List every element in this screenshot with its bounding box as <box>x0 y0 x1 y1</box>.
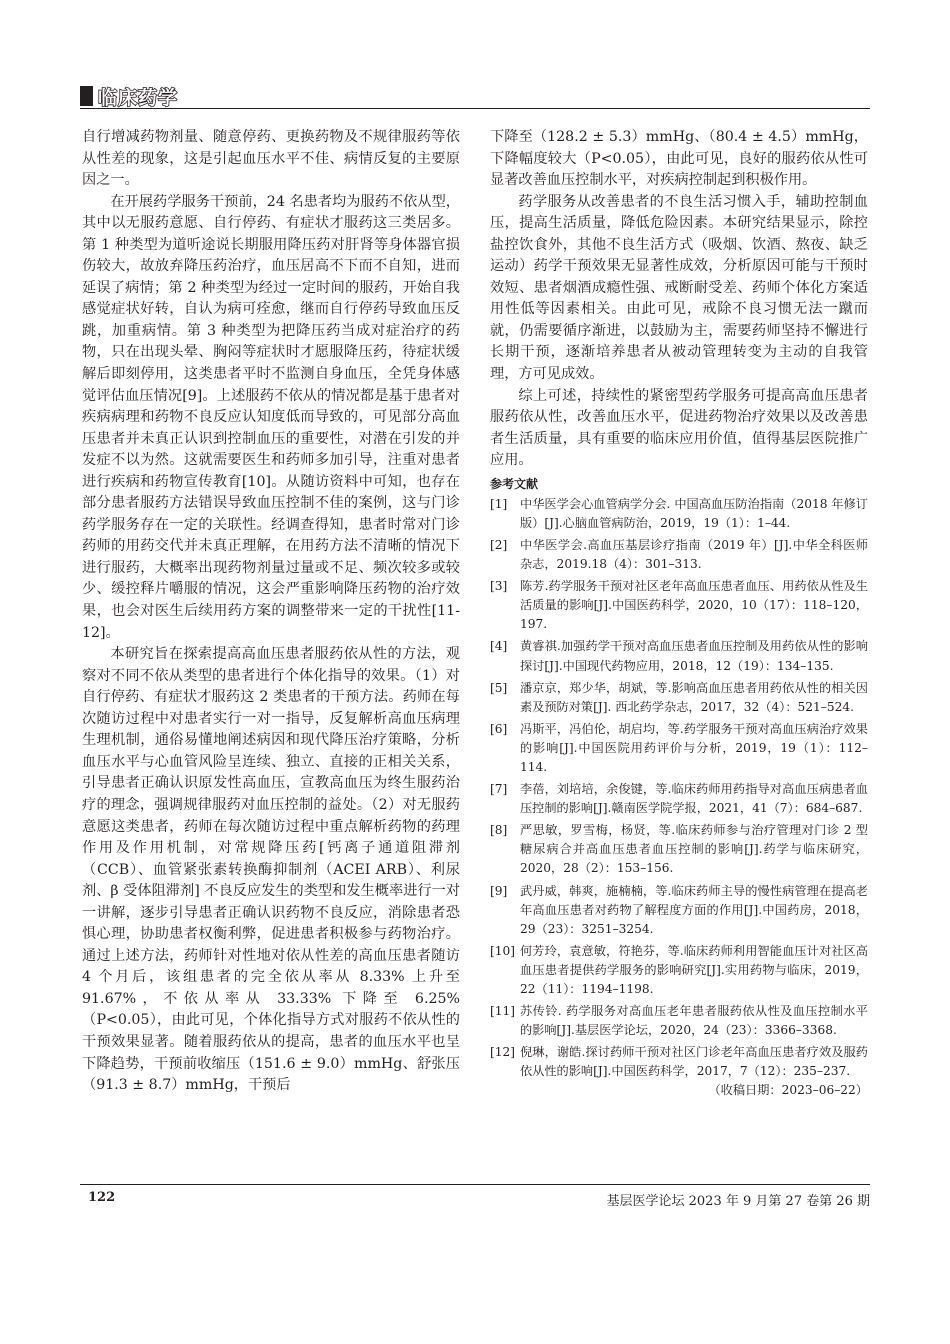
reference-item <box>490 1002 868 1040</box>
reference-item <box>490 821 868 878</box>
reference-text: 中华医学会心血管病学分会. 中国高血压防治指南（2018 年修订版）[J].心脑血管病防治，2019，19（1）：1–44. <box>520 496 868 530</box>
reference-text: 严思敏，罗雪梅，杨贤，等.临床药师参与治疗管理对门诊 2 型糖尿病合并高血压患者血压控制的影响[J].药学与临床研究，2020，28（2）：153–156. <box>520 823 868 876</box>
reference-text: 冯斯平，冯伯伦，胡启均，等.药学服务干预对高血压病治疗效果的影响[J].中国医院用药评价与分析，2019，19（1）：112–114. <box>520 721 868 774</box>
reference-number: [3] <box>490 579 508 594</box>
reference-number: [2] <box>490 537 508 552</box>
header-rule <box>80 108 870 109</box>
page-number: 122 <box>88 1190 116 1205</box>
reference-item <box>490 882 868 939</box>
reference-text: 中华医学会.高血压基层诊疗指南（2019 年）[J].中华全科医师杂志，2019.18（4）：301–313. <box>520 537 868 572</box>
reference-text: 陈芳.药学服务干预对社区老年高血压患者血压、用药依从性及生活质量的影响[J].中国医药科学，2020，10（17）：118–120，197. <box>520 579 868 632</box>
footer-rule <box>80 1184 870 1185</box>
reference-item <box>490 495 868 533</box>
paragraph: 本研究旨在探索提高高血压患者服药依从性的方法，观察对不同不依从类型的患者进行个体化指导的效果。（1）对自行停药、有症状才服药这 2 类患者的干预方法。药师在每次随访过程中对患者实行一对一指导，反复解析高血压病理生理机制，通俗易懂地阐述病因和现代降压治疗策略，分析血压水平与心血管风险呈连续、独立、直接的正相关关系，引导患者正确认识原发性高血压，宣教高血压为终生服药治疗的理念，强调规律服药对血压控制的益处。（2）对无服药意愿这类患者，药师在每次随访过程中重点解析药物的药理作用及作用机制，对常规降压药[钙离子通道阻滞剂（CCB）、血管紧张素转换酶抑制剂（ACEI ARB）、利尿剂、β 受体阻滞剂] 不良反应发生的类型和发生概率进行一对一讲解，逐步引导患者正确认识药物不良反应，消除患者恐惧心理，协助患者权衡利弊，促进患者积极参与药物治疗。通过上述方法，药师针对性地对依从性差的高血压患者随访 4 个月后，该组患者的完全依从率从 8.33% 上升至 91.67%，不依从率从 33.33% 下降至 6.25%（P<0.05），由此可见，个体化指导方式对服药不依从性的干预效果显著。随着服药依从的提高，患者的血压水平也呈下降趋势，干预前收缩压（151.6 ± 9.0）mmHg、舒张压（91.3 ± 8.7）mmHg，干预后 <box>82 646 460 1094</box>
references-heading: 参考文献 <box>490 476 539 491</box>
reference-item <box>490 679 868 717</box>
reference-text: 潘京京，郑少华，胡斌，等.影响高血压患者用药依从性的相关因素及预防对策[J]. 西北药学杂志，2017，32（4）：521–524. <box>520 680 868 714</box>
header-marker <box>80 86 93 106</box>
reference-item <box>490 536 868 574</box>
reference-item <box>490 942 868 999</box>
reference-number: [6] <box>490 721 508 736</box>
reference-number: [4] <box>490 639 508 654</box>
right-column <box>490 127 868 1104</box>
reference-item <box>490 577 868 634</box>
reference-number: [1] <box>490 496 508 511</box>
reference-item <box>490 1043 868 1100</box>
reference-text: 李蓓，刘培培，余俊键，等.临床药师用药指导对高血压病患者血压控制的影响[J].赣南医学院学报，2021，41（7）：684–687. <box>520 782 868 816</box>
left-column <box>82 127 460 1097</box>
reference-text: 何芳玲，袁意敏，符艳芬，等.临床药师利用智能血压计对社区高血压患者提供药学服务的影响研究[J].实用药物与临床，2019，22（11）：1194–1198. <box>520 943 868 996</box>
reference-number: [10] <box>490 943 516 958</box>
paragraph: 下降至（128.2 ± 5.3）mmHg、（80.4 ± 4.5）mmHg，下降幅度较大（P<0.05），由此可见，良好的服药依从性可显著改善血压控制水平，对疾病控制起到积极作用。 <box>490 129 868 189</box>
reference-item <box>490 780 868 818</box>
section-title: 临床药学 <box>98 87 179 109</box>
section-header <box>80 84 870 112</box>
paragraph: 药学服务从改善患者的不良生活习惯入手，辅助控制血压，提高生活质量，降低危险因素。本研究结果显示，除控盐控饮食外，其他不良生活方式（吸烟、饮酒、熬夜、缺乏运动）药学干预效果无显著性成效，分析原因可能与干预时效短、患者烟酒成瘾性强、戒断耐受差、药师个体化方案适用性低等因素相关。由此可见，戒除不良习惯无法一蹴而就，仍需要循序渐进，以鼓励为主，需要药师坚持不懈进行长期干预，逐渐培养患者从被动管理转变为主动的自我管理，方可见成效。 <box>490 193 868 383</box>
reference-list <box>490 495 868 1101</box>
journal-info: 基层医学论坛 2023 年 9 月第 27 卷第 26 期 <box>606 1194 870 1209</box>
reference-item <box>490 637 868 675</box>
reference-number: [8] <box>490 823 508 838</box>
reference-number: [11] <box>490 1004 516 1019</box>
reference-number: [12] <box>490 1045 516 1060</box>
received-date: （收稿日期：2023–06–22） <box>708 1083 868 1098</box>
reference-number: [5] <box>490 680 508 695</box>
paragraph: 综上可述，持续性的紧密型药学服务可提高高血压患者服药依从性，改善血压水平，促进药物治疗效果以及改善患者生活质量，具有重要的临床应用价值，值得基层医院推广应用。 <box>490 387 868 469</box>
reference-text: 苏传铃. 药学服务对高血压老年患者服药依从性及血压控制水平的影响[J].基层医学论坛，2020，24（23）：3366–3368. <box>520 1004 868 1038</box>
paragraph: 在开展药学服务干预前，24 名患者均为服药不依从型，其中以无服药意愿、自行停药、有症状才服药这三类居多。第 1 种类型为道听途说长期服用降压药对肝肾等身体器官损伤较大，故放弃降压药治疗，血压居高不下而不自知，进而延误了病情；第 2 种类型为经过一定时间的服药，开始自我感觉症状好转，自认为病可痊愈，继而自行停药导致血压反跳，加重病情。第 3 种类型为把降压药当成对症治疗的药物，只在出现头晕、胸闷等症状时才愿服降压药，待症状缓解后即刻停用，这类患者平时不监测自身血压，全凭身体感觉评估血压情况[9]。上述服药不依从的情况都是基于患者对疾病病理和药物不良反应认知度低而导致的，可见部分高血压患者并未真正认识到控制血压的重要性，对潜在引发的并发症不以为然。这就需要医生和药师多加引导，注重对患者进行疾病和药物宣传教育[10]。从随访资料中可知，也存在部分患者服药方法错误导致血压控制不佳的案例，这与门诊药学服务存在一定的关联性。经调查得知，患者时常对门诊药师的用药交代并未真正理解，在用药方法不清晰的情况下进行服药，大概率出现药物剂量过量或不足、频次较多或较少、缓控释片嚼服的情况，这会严重影响降压药物的治疗效果，也会对医生后续用药方案的调整带来一定的干扰性[11-12]。 <box>82 193 460 641</box>
reference-number: [9] <box>490 883 508 898</box>
reference-item <box>490 720 868 777</box>
reference-text: 黄睿祺.加强药学干预对高血压患者血压控制及用药依从性的影响探讨[J].中国现代药物应用，2018，12（19）：134–135. <box>520 639 868 673</box>
paragraph: 自行增减药物剂量、随意停药、更换药物及不规律服药等依从性差的现象，这是引起血压水平不佳、病情反复的主要原因之一。 <box>82 129 460 189</box>
reference-text: 武丹威，韩爽，施楠楠，等.临床药师主导的慢性病管理在提高老年高血压患者对药物了解程度方面的作用[J].中国药房，2018，29（23）：3251–3254. <box>520 883 868 936</box>
reference-number: [7] <box>490 782 508 797</box>
reference-text: 倪琳，谢皓.探讨药师干预对社区门诊老年高血压患者疗效及服药依从性的影响[J].中国医药科学，2017，7（12）：235–237. <box>520 1045 868 1079</box>
